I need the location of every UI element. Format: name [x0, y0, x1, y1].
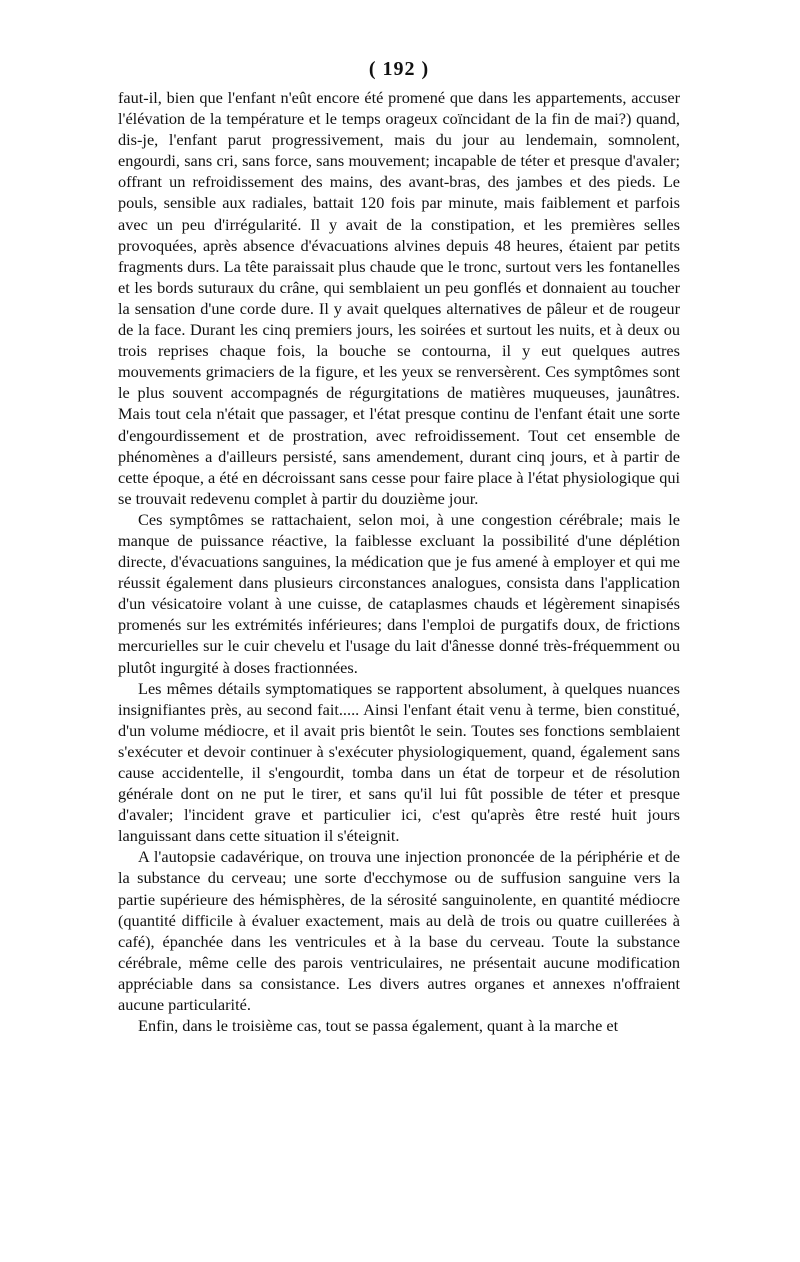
document-page: [118, 58, 680, 1036]
paragraph-1: faut-il, bien que l'enfant n'eût encore été promené que dans les appartements, accuser l'élévation de la température et le temps orageux coïncidant de la fin de mai?) quand, dis-je, l'enfant parut progressivement, mais du jour au lendemain, somnolent, engourdi, sans cri, sans force, sans mouvement; incapable de téter et presque d'avaler; offrant un refroidissement des mains, des avant-bras, des jambes et des pieds. Le pouls, sensible aux radiales, battait 120 fois par minute, mais faiblement et parfois avec un peu d'irrégularité. Il y avait de la constipation, et les premières selles provoquées, après absence d'évacuations alvines depuis 48 heures, étaient par petits fragments durs. La tête paraissait plus chaude que le tronc, surtout vers les fontanelles et les bords suturaux du crâne, qui semblaient un peu gonflés et donnaient au toucher la sensation d'une corde dure. Il y avait quelques alternatives de pâleur et de rougeur de la face. Durant les cinq premiers jours, les soirées et surtout les nuits, et à deux ou trois reprises chaque fois, la bouche se contourna, il y eut quelques autres mouvements grimaciers de la figure, et les yeux se renversèrent. Ces symptômes sont le plus souvent accompagnés de régurgitations de matières muqueuses, jaunâtres. Mais tout cela n'était que passager, et l'état presque continu de l'enfant était une sorte d'engourdissement et de prostration, avec refroidissement. Tout cet ensemble de phénomènes a d'ailleurs persisté, sans amendement, durant cinq jours, et à partir de cette époque, a été en décroissant sans cesse pour faire place à l'état physiologique qui se trouvait redevenu complet à partir du douzième jour.: [118, 88, 680, 508]
paragraph-2: Ces symptômes se rattachaient, selon moi, à une congestion cérébrale; mais le manque de puissance réactive, la faiblesse excluant la possibilité d'une déplétion directe, d'évacuations sanguines, la médication que je fus amené à employer et qui me réussit également dans plusieurs circonstances analogues, consista dans l'application d'un vésicatoire volant à une cuisse, de cataplasmes chauds et légèrement sinapisés promenés sur les extrémités inférieures; dans l'emploi de purgatifs doux, de frictions mercurielles sur le cuir chevelu et l'usage du lait d'ânesse donné très-fréquemment ou plutôt ingurgité à doses fractionnées.: [118, 509, 680, 677]
paragraph-5: Enfin, dans le troisième cas, tout se passa également, quant à la marche et: [138, 1016, 619, 1036]
paragraph-3: Les mêmes détails symptomatiques se rapportent absolument, à quelques nuances insignifiantes près, au second fait..... Ainsi l'enfant était venu à terme, bien constitué, d'un volume médiocre, et il avait pris bientôt le sein. Toutes ses fonctions semblaient s'exécuter et devoir continuer à s'exécuter physiologiquement, quand, également sans cause accidentelle, il s'engourdit, tomba dans un état de torpeur et de résolution générale dont on ne put le tirer, et sans qu'il lui fût possible de téter et presque d'avaler; l'incident grave et particulier ici, c'est qu'après être resté huit jours languissant dans cette situation il s'éteignit.: [118, 678, 680, 846]
page-number: ( 192 ): [368, 58, 430, 80]
paragraph-4: A l'autopsie cadavérique, on trouva une injection prononcée de la périphérie et de la substance du cerveau; une sorte d'ecchymose ou de suffusion sanguine vers la partie supérieure des hémisphères, de la sérosité sanguinolente, en quantité médiocre (quantité difficile à évaluer exactement, mais au delà de trois ou quatre cuillerées à café), épanchée dans les ventricules et à la base du cerveau. Toute la substance cérébrale, même celle des parois ventriculaires, ne présentait aucune modification appréciable dans sa consistance. Les divers autres organes et annexes n'offraient aucune particularité.: [118, 847, 680, 1015]
